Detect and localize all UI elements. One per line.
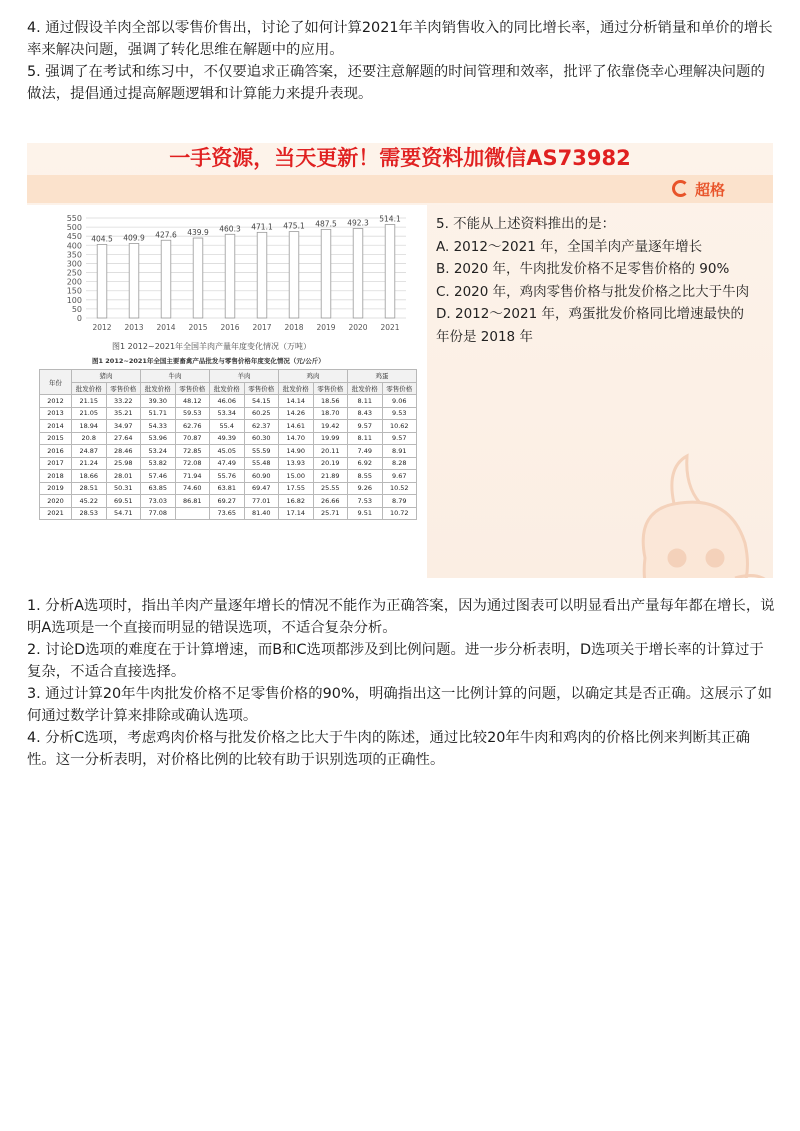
year-cell: 2020 bbox=[40, 495, 72, 508]
price-table bbox=[39, 369, 417, 520]
price-cell: 13.93 bbox=[279, 457, 314, 470]
data-label: 514.1 bbox=[379, 214, 401, 224]
price-cell: 86.81 bbox=[175, 495, 210, 508]
price-cell: 63.85 bbox=[141, 482, 176, 495]
price-cell: 72.85 bbox=[175, 445, 210, 458]
price-cell: 28.51 bbox=[72, 482, 107, 495]
y-tick-label: 0 bbox=[76, 314, 82, 323]
price-cell bbox=[175, 507, 210, 520]
price-cell: 77.01 bbox=[244, 495, 279, 508]
price-cell: 18.70 bbox=[313, 407, 348, 420]
price-cell: 63.81 bbox=[210, 482, 245, 495]
table-group-header-row bbox=[40, 370, 417, 383]
price-cell: 62.76 bbox=[175, 420, 210, 433]
price-cell: 9.57 bbox=[382, 432, 417, 445]
sub-header: 零售价格 bbox=[382, 382, 417, 395]
price-cell: 26.66 bbox=[313, 495, 348, 508]
price-cell: 9.26 bbox=[348, 482, 383, 495]
chart-caption: 图1 2012~2021年全国羊肉产量年度变化情况（万吨） bbox=[112, 342, 312, 351]
table-row bbox=[40, 395, 417, 408]
price-cell: 17.14 bbox=[279, 507, 314, 520]
table-subheader-row bbox=[40, 382, 417, 395]
price-cell: 34.97 bbox=[106, 420, 141, 433]
brand-logo bbox=[672, 179, 725, 200]
intro-paragraphs bbox=[27, 17, 777, 105]
watermark-banner: 一手资源，当天更新！需要资料加微信AS73982 bbox=[169, 146, 631, 170]
price-cell: 18.94 bbox=[72, 420, 107, 433]
price-cell: 57.46 bbox=[141, 470, 176, 483]
price-cell: 77.08 bbox=[141, 507, 176, 520]
price-cell: 51.71 bbox=[141, 407, 176, 420]
price-cell: 17.55 bbox=[279, 482, 314, 495]
year-cell: 2013 bbox=[40, 407, 72, 420]
price-cell: 72.08 bbox=[175, 457, 210, 470]
sub-header: 批发价格 bbox=[279, 382, 314, 395]
price-cell: 7.53 bbox=[348, 495, 383, 508]
price-cell: 9.67 bbox=[382, 470, 417, 483]
price-cell: 53.82 bbox=[141, 457, 176, 470]
price-cell: 60.30 bbox=[244, 432, 279, 445]
x-tick-label: 2015 bbox=[188, 323, 208, 332]
year-cell: 2019 bbox=[40, 482, 72, 495]
price-cell: 9.51 bbox=[348, 507, 383, 520]
price-cell: 28.01 bbox=[106, 470, 141, 483]
price-cell: 6.92 bbox=[348, 457, 383, 470]
table-row bbox=[40, 482, 417, 495]
group-header: 牛肉 bbox=[141, 370, 210, 383]
price-cell: 20.19 bbox=[313, 457, 348, 470]
year-header: 年份 bbox=[40, 370, 72, 395]
price-cell: 39.30 bbox=[141, 395, 176, 408]
price-cell: 10.72 bbox=[382, 507, 417, 520]
bar-2020 bbox=[353, 228, 363, 318]
x-tick-label: 2020 bbox=[348, 323, 368, 332]
price-cell: 54.33 bbox=[141, 420, 176, 433]
price-cell: 33.22 bbox=[106, 395, 141, 408]
price-cell: 48.12 bbox=[175, 395, 210, 408]
price-cell: 47.49 bbox=[210, 457, 245, 470]
price-cell: 49.39 bbox=[210, 432, 245, 445]
y-tick-label: 200 bbox=[66, 277, 82, 287]
unicorn-mascot-icon bbox=[605, 448, 773, 578]
option-b: B. 2020 年，牛肉批发价格不足零售价格的 90% bbox=[436, 261, 730, 277]
table-row bbox=[40, 495, 417, 508]
group-header: 鸡蛋 bbox=[348, 370, 417, 383]
bar-2016 bbox=[225, 234, 235, 318]
price-cell: 53.24 bbox=[141, 445, 176, 458]
x-tick-label: 2019 bbox=[316, 323, 336, 332]
price-cell: 69.47 bbox=[244, 482, 279, 495]
y-tick-label: 400 bbox=[66, 241, 82, 251]
table-row bbox=[40, 457, 417, 470]
option-c: C. 2020 年，鸡肉零售价格与批发价格之比大于牛肉 bbox=[436, 283, 750, 300]
price-cell: 14.14 bbox=[279, 395, 314, 408]
data-label: 487.5 bbox=[315, 219, 337, 229]
sub-header: 零售价格 bbox=[175, 382, 210, 395]
analysis-point-1: 1. 分析A选项时，指出羊肉产量逐年增长的情况不能作为正确答案，因为通过图表可以明显看出产量每年都在增长，说明A选项是一个直接而明显的错误选项，不适合复杂分析。 bbox=[27, 598, 775, 636]
bar-2012 bbox=[97, 244, 107, 318]
group-header: 羊肉 bbox=[210, 370, 279, 383]
price-cell: 14.61 bbox=[279, 420, 314, 433]
sub-header: 批发价格 bbox=[210, 382, 245, 395]
x-tick-label: 2021 bbox=[380, 323, 400, 332]
data-label: 471.1 bbox=[251, 222, 273, 232]
price-cell: 53.96 bbox=[141, 432, 176, 445]
price-cell: 54.15 bbox=[244, 395, 279, 408]
table-row bbox=[40, 445, 417, 458]
x-tick-label: 2014 bbox=[156, 323, 176, 332]
bar-2015 bbox=[193, 238, 203, 318]
sub-header: 批发价格 bbox=[141, 382, 176, 395]
price-cell: 8.11 bbox=[348, 432, 383, 445]
price-cell: 14.26 bbox=[279, 407, 314, 420]
price-cell: 70.87 bbox=[175, 432, 210, 445]
price-cell: 8.11 bbox=[348, 395, 383, 408]
data-label: 427.6 bbox=[155, 230, 177, 240]
price-cell: 8.91 bbox=[382, 445, 417, 458]
price-cell: 9.57 bbox=[348, 420, 383, 433]
price-cell: 24.87 bbox=[72, 445, 107, 458]
y-tick-label: 350 bbox=[66, 250, 82, 260]
year-cell: 2015 bbox=[40, 432, 72, 445]
brand-logo-text: 超格 bbox=[694, 181, 725, 199]
price-cell: 21.89 bbox=[313, 470, 348, 483]
option-a: A. 2012～2021 年，全国羊肉产量逐年增长 bbox=[436, 238, 703, 255]
table-row bbox=[40, 420, 417, 433]
data-label: 492.3 bbox=[347, 218, 369, 228]
price-cell: 8.79 bbox=[382, 495, 417, 508]
embedded-question-image bbox=[27, 143, 773, 578]
year-cell: 2018 bbox=[40, 470, 72, 483]
price-cell: 9.53 bbox=[382, 407, 417, 420]
price-cell: 55.59 bbox=[244, 445, 279, 458]
price-cell: 55.76 bbox=[210, 470, 245, 483]
bar-2021 bbox=[385, 225, 395, 318]
y-tick-label: 300 bbox=[66, 259, 82, 269]
price-cell: 19.42 bbox=[313, 420, 348, 433]
price-cell: 60.25 bbox=[244, 407, 279, 420]
data-label: 404.5 bbox=[91, 234, 113, 244]
sub-header: 零售价格 bbox=[244, 382, 279, 395]
sub-header: 零售价格 bbox=[106, 382, 141, 395]
x-tick-label: 2017 bbox=[252, 323, 272, 332]
sub-header: 零售价格 bbox=[313, 382, 348, 395]
analysis-point-4: 4. 分析C选项，考虑鸡肉价格与批发价格之比大于牛肉的陈述，通过比较20年牛肉和鸡肉的价格比例来判断其正确性。这一分析表明，对价格比例的比较有助于识别选项的正确性。 bbox=[27, 730, 751, 768]
price-cell: 28.53 bbox=[72, 507, 107, 520]
brand-g-icon bbox=[672, 180, 689, 197]
y-tick-label: 50 bbox=[71, 304, 82, 314]
header-stripe bbox=[27, 175, 773, 203]
y-tick-label: 500 bbox=[66, 223, 82, 233]
price-cell: 60.90 bbox=[244, 470, 279, 483]
table-row bbox=[40, 432, 417, 445]
price-cell: 20.8 bbox=[72, 432, 107, 445]
price-cell: 25.71 bbox=[313, 507, 348, 520]
price-cell: 62.37 bbox=[244, 420, 279, 433]
price-cell: 27.64 bbox=[106, 432, 141, 445]
y-tick-label: 450 bbox=[66, 232, 82, 242]
price-cell: 73.65 bbox=[210, 507, 245, 520]
table-row bbox=[40, 507, 417, 520]
y-tick-label: 550 bbox=[66, 214, 82, 223]
group-header: 鸡肉 bbox=[279, 370, 348, 383]
bar-2017 bbox=[257, 232, 267, 318]
data-label: 460.3 bbox=[219, 224, 241, 234]
year-cell: 2016 bbox=[40, 445, 72, 458]
price-cell: 8.55 bbox=[348, 470, 383, 483]
year-cell: 2012 bbox=[40, 395, 72, 408]
bar-2014 bbox=[161, 240, 171, 318]
option-d: D. 2012～2021 年，鸡蛋批发价格同比增速最快的 bbox=[436, 306, 744, 322]
price-cell: 21.05 bbox=[72, 407, 107, 420]
table-row bbox=[40, 407, 417, 420]
bar-2019 bbox=[321, 229, 331, 318]
price-table-body bbox=[40, 395, 417, 520]
chart-x-ticks bbox=[92, 323, 399, 332]
price-cell: 28.46 bbox=[106, 445, 141, 458]
price-cell: 10.62 bbox=[382, 420, 417, 433]
x-tick-label: 2016 bbox=[220, 323, 240, 332]
x-tick-label: 2018 bbox=[284, 323, 304, 332]
price-cell: 8.28 bbox=[382, 457, 417, 470]
group-header: 猪肉 bbox=[72, 370, 141, 383]
price-cell: 9.06 bbox=[382, 395, 417, 408]
question-block bbox=[436, 213, 766, 348]
price-cell: 45.22 bbox=[72, 495, 107, 508]
intro-point-5: 5. 强调了在考试和练习中，不仅要追求正确答案，还要注意解题的时间管理和效率，批评了依靠侥幸心理解决问题的做法，提倡通过提高解题逻辑和计算能力来提升表现。 bbox=[27, 64, 765, 102]
analysis-point-2: 2. 讨论D选项的难度在于计算增速，而B和C选项都涉及到比例问题。进一步分析表明，D选项关于增长率的计算过于复杂，不适合直接选择。 bbox=[27, 642, 764, 680]
data-label: 409.9 bbox=[123, 233, 145, 243]
sub-header: 批发价格 bbox=[72, 382, 107, 395]
option-d-continued: 年份是 2018 年 bbox=[436, 328, 533, 345]
price-cell: 8.43 bbox=[348, 407, 383, 420]
chart-y-ticks bbox=[67, 214, 82, 323]
price-cell: 20.11 bbox=[313, 445, 348, 458]
x-tick-label: 2012 bbox=[92, 323, 112, 332]
price-cell: 21.24 bbox=[72, 457, 107, 470]
price-cell: 25.98 bbox=[106, 457, 141, 470]
price-cell: 69.27 bbox=[210, 495, 245, 508]
price-cell: 71.94 bbox=[175, 470, 210, 483]
year-cell: 2021 bbox=[40, 507, 72, 520]
intro-point-4: 4. 通过假设羊肉全部以零售价售出，讨论了如何计算2021年羊肉销售收入的同比增长率，通过分析销量和单价的增长率来解决问题，强调了转化思维在解题中的应用。 bbox=[27, 20, 773, 58]
price-cell: 81.40 bbox=[244, 507, 279, 520]
price-cell: 10.52 bbox=[382, 482, 417, 495]
price-cell: 73.03 bbox=[141, 495, 176, 508]
price-cell: 74.60 bbox=[175, 482, 210, 495]
price-cell: 55.4 bbox=[210, 420, 245, 433]
data-label: 475.1 bbox=[283, 221, 305, 231]
x-tick-label: 2013 bbox=[124, 323, 144, 332]
price-cell: 15.00 bbox=[279, 470, 314, 483]
mutton-output-bar-chart bbox=[54, 210, 414, 342]
y-tick-label: 100 bbox=[66, 295, 82, 305]
price-cell: 55.48 bbox=[244, 457, 279, 470]
price-cell: 53.34 bbox=[210, 407, 245, 420]
data-label: 439.9 bbox=[187, 228, 209, 238]
y-tick-label: 250 bbox=[66, 268, 82, 278]
price-cell: 14.70 bbox=[279, 432, 314, 445]
price-cell: 18.66 bbox=[72, 470, 107, 483]
price-cell: 14.90 bbox=[279, 445, 314, 458]
analysis-point-3: 3. 通过计算20年牛肉批发价格不足零售价格的90%，明确指出这一比例计算的问题，以确定其是否正确。这展示了如何通过数学计算来排除或确认选项。 bbox=[27, 686, 772, 724]
price-cell: 50.31 bbox=[106, 482, 141, 495]
y-tick-label: 150 bbox=[66, 286, 82, 296]
price-cell: 7.49 bbox=[348, 445, 383, 458]
analysis-paragraphs bbox=[27, 595, 777, 771]
price-cell: 19.99 bbox=[313, 432, 348, 445]
price-cell: 46.06 bbox=[210, 395, 245, 408]
price-cell: 18.56 bbox=[313, 395, 348, 408]
table-row bbox=[40, 470, 417, 483]
table-caption: 图1 2012~2021年全国主要畜禽产品批发与零售价格年度变化情况（元/公斤） bbox=[92, 357, 325, 365]
price-cell: 69.51 bbox=[106, 495, 141, 508]
bar-2018 bbox=[289, 232, 299, 318]
year-cell: 2017 bbox=[40, 457, 72, 470]
bar-2013 bbox=[129, 243, 139, 318]
price-cell: 54.71 bbox=[106, 507, 141, 520]
year-cell: 2014 bbox=[40, 420, 72, 433]
price-cell: 21.15 bbox=[72, 395, 107, 408]
price-cell: 16.82 bbox=[279, 495, 314, 508]
sub-header: 批发价格 bbox=[348, 382, 383, 395]
price-cell: 25.55 bbox=[313, 482, 348, 495]
question-title: 5. 不能从上述资料推出的是： bbox=[436, 216, 616, 232]
price-cell: 59.53 bbox=[175, 407, 210, 420]
price-cell: 35.21 bbox=[106, 407, 141, 420]
price-cell: 45.05 bbox=[210, 445, 245, 458]
